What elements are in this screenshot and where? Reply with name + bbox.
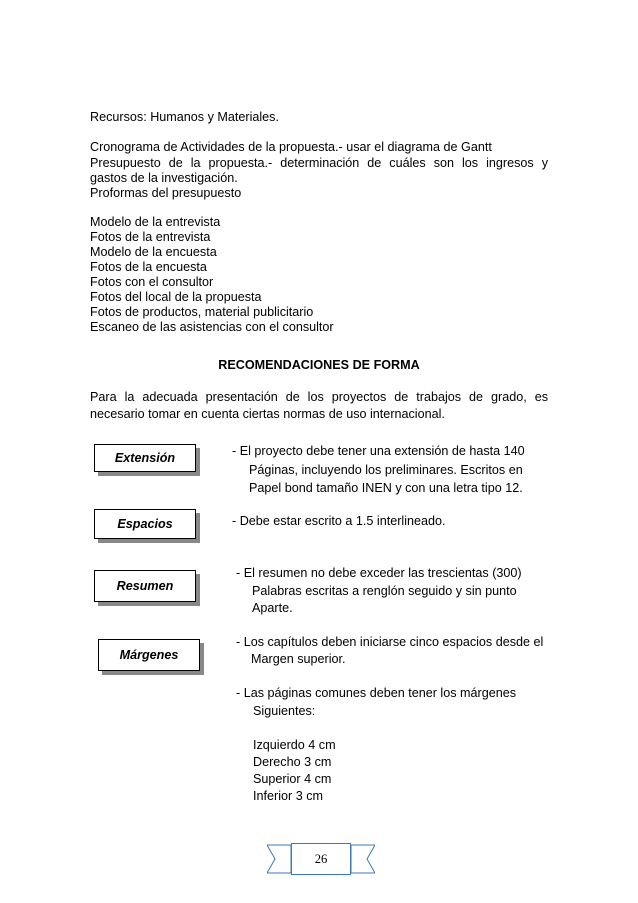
annex-item: Fotos de la encuesta	[90, 260, 207, 274]
margins-rule-line-1: - Los capítulos deben iniciarse cinco espacios desde el	[236, 635, 544, 649]
margins-rule-line-2: Margen superior.	[251, 652, 346, 666]
proformas-line: Proformas del presupuesto	[90, 186, 242, 200]
margins-rule-line-4: Siguientes:	[253, 704, 316, 718]
annex-item: Fotos con el consultor	[90, 275, 214, 289]
section-title: RECOMENDACIONES DE FORMA	[218, 358, 420, 372]
spacing-rule-line-1: - Debe estar escrito a 1.5 interlineado.	[232, 514, 446, 528]
summary-rule-line-1: - El resumen no debe exceder las trescientas (300)	[236, 566, 522, 580]
page-number	[291, 843, 351, 875]
extension-rule-line-1: - El proyecto debe tener una extensión de hasta 140	[232, 444, 525, 458]
resources-line: Recursos: Humanos y Materiales.	[90, 110, 279, 124]
budget-line-1: Presupuesto de la propuesta.- determinación de cuáles son los ingresos y	[90, 156, 548, 170]
spacing-label-box	[94, 509, 196, 539]
annex-item: Fotos de la entrevista	[90, 230, 211, 244]
annex-item: Fotos de productos, material publicitario	[90, 305, 314, 319]
extension-rule-line-2: Páginas, incluyendo los preliminares. Escritos en	[249, 463, 523, 477]
margins-label-box	[98, 639, 200, 671]
margin-bottom-value: Inferior 3 cm	[253, 789, 323, 803]
annex-item: Modelo de la encuesta	[90, 245, 217, 259]
annex-item: Modelo de la entrevista	[90, 215, 221, 229]
annex-item: Fotos del local de la propuesta	[90, 290, 262, 304]
extension-label-box	[94, 444, 196, 472]
section-paragraph-line-1: Para la adecuada presentación de los proyectos de trabajos de grado, es	[90, 390, 548, 404]
extension-label: Extensión	[114, 451, 176, 465]
extension-rule-line-3: Papel bond tamaño INEN y con una letra tipo 12.	[249, 481, 523, 495]
page-number-ribbon	[267, 843, 375, 875]
budget-line-2: gastos de la investigación.	[90, 171, 238, 185]
summary-label-box	[94, 570, 196, 602]
page-number-text: 26	[314, 851, 328, 866]
margins-label: Márgenes	[119, 648, 179, 662]
margin-left-value: Izquierdo 4 cm	[253, 738, 336, 752]
summary-rule-line-3: Aparte.	[252, 601, 293, 615]
margin-top-value: Superior 4 cm	[253, 772, 332, 786]
schedule-line: Cronograma de Actividades de la propuesta.- usar el diagrama de Gantt	[90, 140, 492, 154]
annex-item: Escaneo de las asistencias con el consultor	[90, 320, 334, 334]
summary-rule-line-2: Palabras escritas a renglón seguido y sin punto	[252, 584, 517, 598]
spacing-label: Espacios	[117, 517, 173, 531]
margin-right-value: Derecho 3 cm	[253, 755, 332, 769]
section-paragraph-line-2: necesario tomar en cuenta ciertas normas de uso internacional.	[90, 407, 445, 421]
summary-label: Resumen	[116, 579, 174, 593]
margins-rule-line-3: - Las páginas comunes deben tener los márgenes	[236, 686, 517, 700]
